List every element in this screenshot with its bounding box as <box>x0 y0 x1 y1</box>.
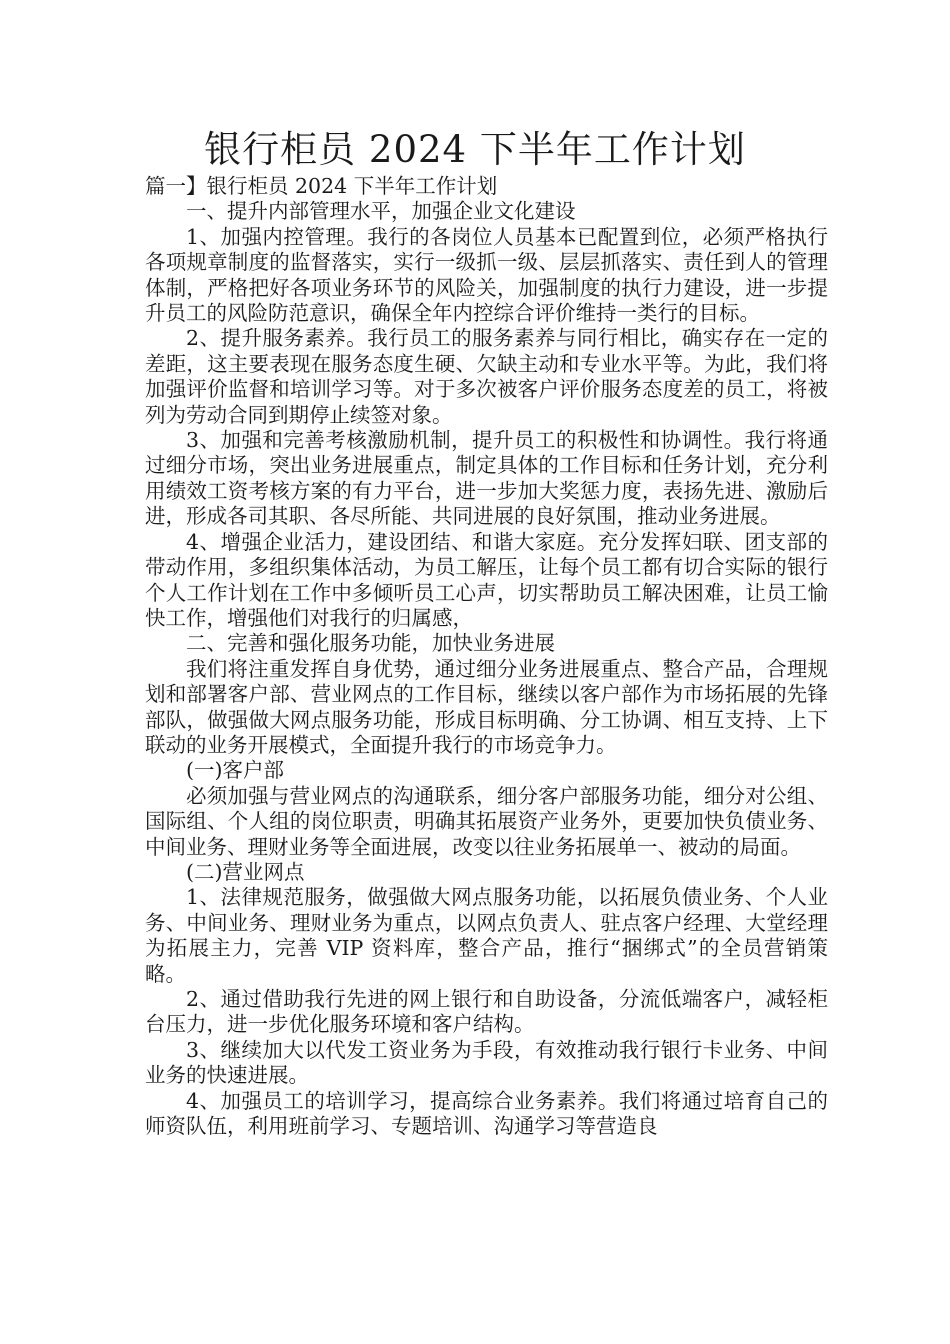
paragraph: 3、继续加大以代发工资业务为手段，有效推动我行银行卡业务、中间业务的快速进展。 <box>145 1037 828 1088</box>
paragraph: 必须加强与营业网点的沟通联系，细分客户部服务功能，细分对公组、国际组、个人组的岗位职责，明确其拓展资产业务外，更要加快负债业务、中间业务、理财业务等全面进展，改变以往业务拓展单一、被动的局面。 <box>145 783 828 859</box>
paragraph: 1、加强内控管理。我行的各岗位人员基本已配置到位，必须严格执行各项规章制度的监督落实，实行一级抓一级、层层抓落实、责任到人的管理体制，严格把好各项业务环节的风险关，加强制度的执行力建设，进一步提升员工的风险防范意识，确保全年内控综合评价维持一类行的目标。 <box>145 224 828 326</box>
paragraph: 1、法律规范服务，做强做大网点服务功能，以拓展负债业务、个人业务、中间业务、理财业务为重点，以网点负责人、驻点客户经理、大堂经理为拓展主力，完善 VIP 资料库，整合产品，推行“捆绑式”的全员营销策略。 <box>145 885 828 986</box>
subheading-branches: (二)营业网点 <box>186 859 305 884</box>
paragraph: 2、通过借助我行先进的网上银行和自助设备，分流低端客户，减轻柜台压力，进一步优化服务环境和客户结构。 <box>145 987 828 1037</box>
subheading-customer-dept: (一)客户部 <box>186 758 284 783</box>
paragraph: 4、增强企业活力，建设团结、和谐大家庭。充分发挥妇联、团支部的带动作用，多组织集体活动，为员工解压，让每个员工都有切合实际的银行个人工作计划在工作中多倾听员工心声，切实帮助员工解决困难，让员工愉快工作，增强他们对我行的归属感， <box>145 529 828 630</box>
paragraph: 2、提升服务素养。我行员工的服务素养与同行相比，确实存在一定的差距，这主要表现在服务态度生硬、欠缺主动和专业水平等。为此，我们将加强评价监督和培训学习等。对于多次被客户评价服务态度差的员工，将被列为劳动合同到期停止续签对象。 <box>145 326 828 427</box>
section-heading: 篇一】银行柜员 2024 下半年工作计划 <box>145 174 498 198</box>
document-body <box>145 174 828 1139</box>
document-title: 银行柜员 2024 下半年工作计划 <box>204 128 746 171</box>
heading-2: 二、完善和强化服务功能，加快业务进展 <box>186 631 555 656</box>
heading-1: 一、提升内部管理水平，加强企业文化建设 <box>186 199 576 224</box>
paragraph: 我们将注重发挥自身优势，通过细分业务进展重点、整合产品，合理规划和部署客户部、营业网点的工作目标，继续以客户部作为市场拓展的先锋部队，做强做大网点服务功能，形成目标明确、分工协调、相互支持、上下联动的业务开展模式，全面提升我行的市场竞争力。 <box>145 656 828 757</box>
paragraph: 4、加强员工的培训学习，提高综合业务素养。我们将通过培育自己的师资队伍，利用班前学习、专题培训、沟通学习等营造良 <box>145 1088 828 1139</box>
paragraph: 3、加强和完善考核激励机制，提升员工的积极性和协调性。我行将通过细分市场，突出业务进展重点，制定具体的工作目标和任务计划，充分利用绩效工资考核方案的有力平台，进一步加大奖惩力度，表扬先进、激励后进，形成各司其职、各尽所能、共同进展的良好氛围，推动业务进展。 <box>145 428 828 529</box>
